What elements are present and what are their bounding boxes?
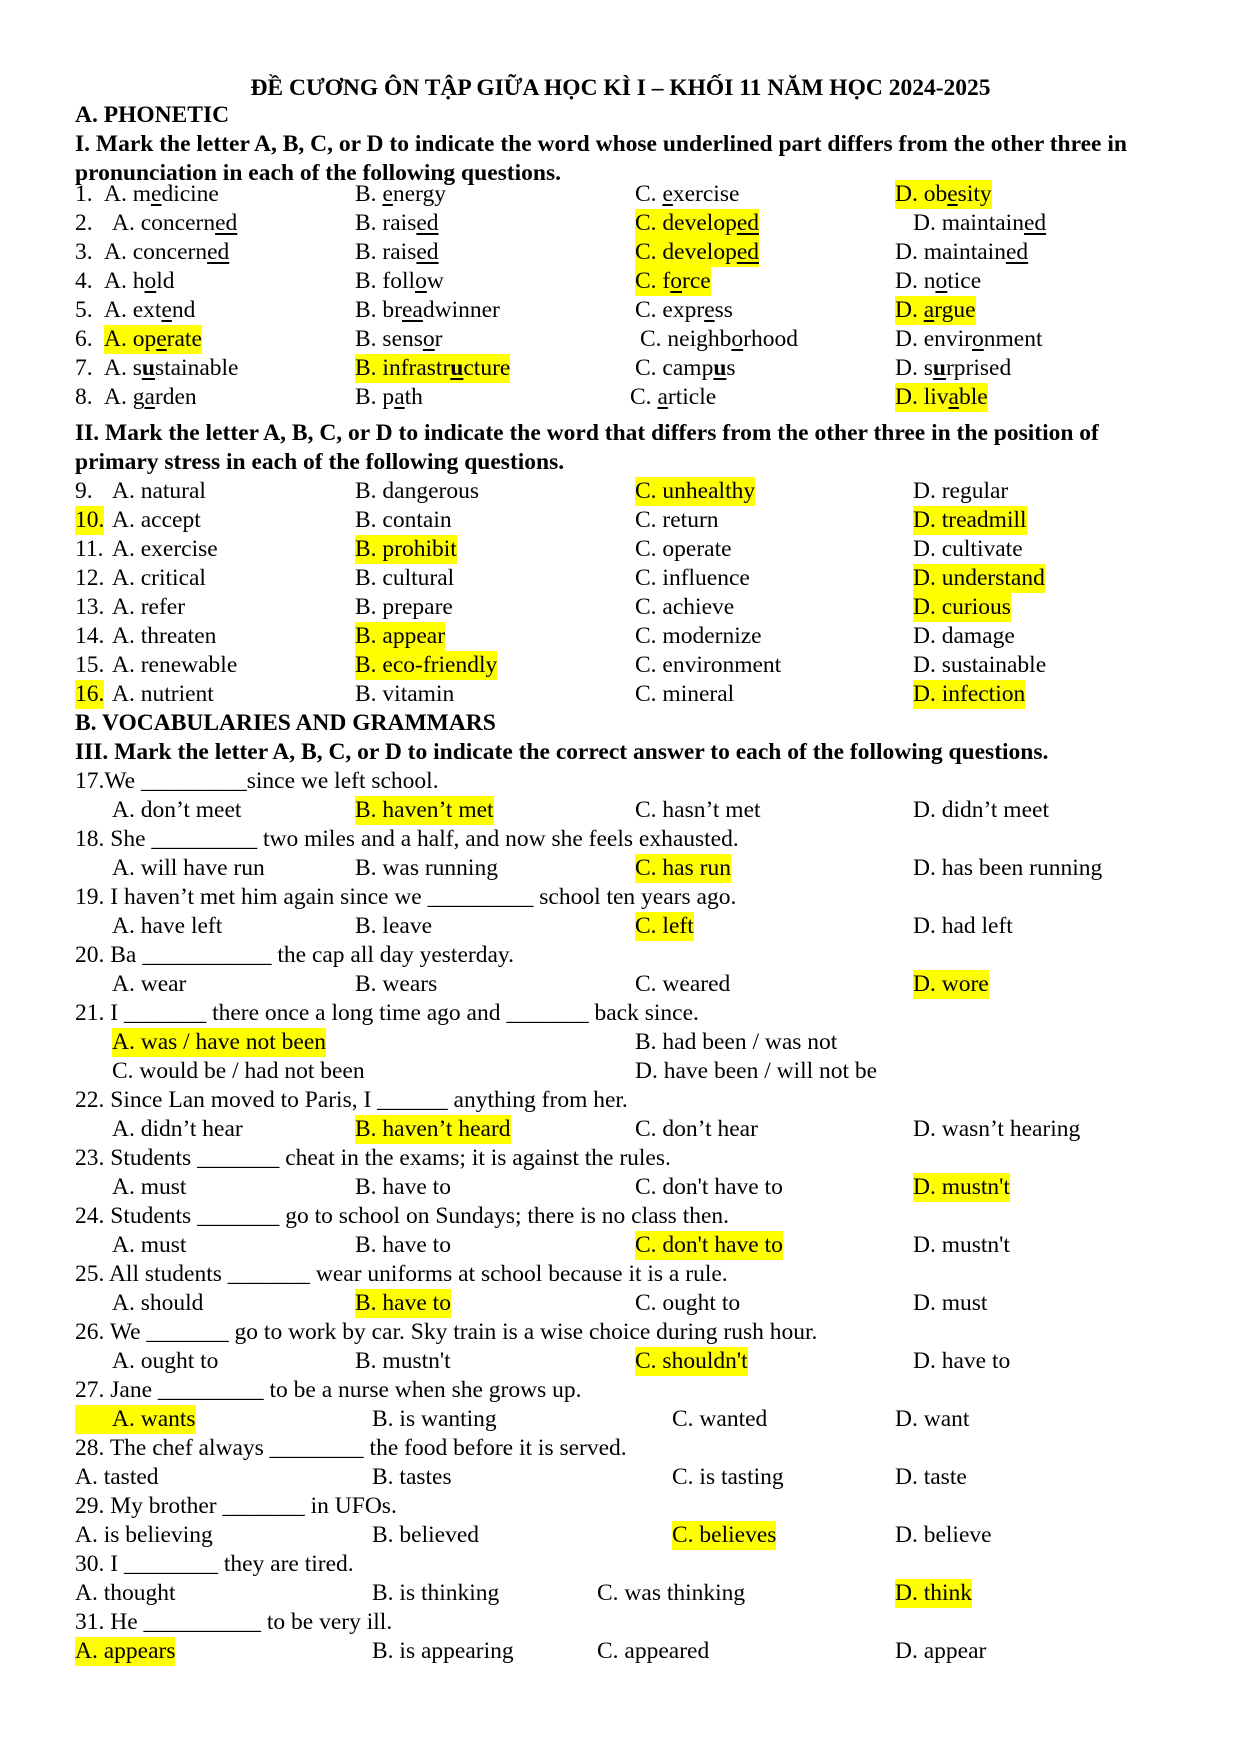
option-a: A. must [112, 1174, 187, 1200]
option-c-answer: C. has run [635, 855, 731, 881]
option-b-answer: B. infrastructure [355, 355, 511, 381]
question-row [0, 267, 1241, 296]
option-d-answer: D. understand [913, 565, 1045, 591]
option-b: B. raised [355, 210, 439, 236]
question-row [0, 296, 1241, 325]
option-a-answer: A. wants [75, 1405, 196, 1434]
option-d: D. maintained [913, 210, 1047, 236]
option-d-answer: D. mustn't [913, 1174, 1010, 1200]
option-c-answer: C. left [635, 913, 694, 939]
options-row [0, 1057, 1241, 1086]
option-d-answer: D. think [895, 1580, 973, 1606]
option-a: A. don’t meet [112, 797, 242, 823]
option-d-answer: D. infection [913, 681, 1026, 707]
option-b: B. raised [355, 239, 439, 265]
option-a: A. medicine [104, 181, 219, 207]
option-a: A. concerned [104, 239, 230, 265]
option-d: D. cultivate [913, 536, 1023, 562]
question-number: 15. [75, 652, 105, 678]
option-c-answer: C. force [635, 268, 711, 294]
option-b: B. prepare [355, 594, 453, 620]
question-number: 13. [75, 594, 105, 620]
option-a: A. natural [112, 478, 206, 504]
option-a: A. extend [104, 297, 196, 323]
option-c: C. mineral [635, 681, 735, 707]
question-number: 1. [75, 181, 93, 207]
option-b: B. cultural [355, 565, 455, 591]
option-d: D. didn’t meet [913, 797, 1049, 823]
option-b: B. sensor [355, 326, 443, 352]
option-c: C. is tasting [672, 1464, 784, 1490]
option-b: B. leave [355, 913, 432, 939]
option-a: A. tasted [75, 1464, 159, 1490]
question-stem: 18. She _________ two miles and a half, and now she feels exhausted. [75, 826, 739, 852]
question-stem: 21. I _______ there once a long time ago and _______ back since. [75, 1000, 699, 1026]
question-stem: 24. Students _______ go to school on Sundays; there is no class then. [75, 1203, 730, 1229]
question-number: 16. [75, 681, 105, 707]
option-a: A. exercise [112, 536, 218, 562]
option-c: C. environment [635, 652, 782, 678]
option-b-answer: B. haven’t heard [355, 1116, 511, 1142]
option-d: D. have been / will not be [635, 1058, 878, 1084]
question-number: 8. [75, 384, 93, 410]
options-row [0, 796, 1241, 825]
option-c-answer: C. developed [635, 239, 760, 265]
option-d: D. want [895, 1406, 970, 1432]
question-number: 14. [75, 623, 105, 649]
option-d: D. environment [895, 326, 1043, 352]
option-c: C. don't have to [635, 1174, 783, 1200]
question-number: 6. [75, 326, 93, 352]
option-a: A. garden [104, 384, 197, 410]
question-row [0, 564, 1241, 593]
question-row [0, 477, 1241, 506]
option-b: B. wears [355, 971, 438, 997]
option-c: C. don’t hear [635, 1116, 758, 1142]
question-stem: 31. He __________ to be very ill. [75, 1609, 393, 1635]
question-stem: 25. All students _______ wear uniforms at school because it is a rule. [75, 1261, 728, 1287]
option-b-answer: B. eco-friendly [355, 652, 498, 678]
option-a: A. renewable [112, 652, 238, 678]
option-b: B. was running [355, 855, 498, 881]
document-title: ĐỀ CƯƠNG ÔN TẬP GIỮA HỌC KÌ I – KHỐI 11 NĂM HỌC 2024-2025 [250, 75, 991, 101]
option-b: B. is wanting [372, 1406, 497, 1432]
option-c: C. was thinking [597, 1580, 746, 1606]
option-b-answer: B. have to [355, 1290, 451, 1316]
option-d: D. mustn't [913, 1232, 1010, 1258]
question-row [0, 383, 1241, 412]
option-b: B. contain [355, 507, 452, 533]
option-d-answer: D. treadmill [913, 507, 1027, 533]
option-d: D. must [913, 1290, 988, 1316]
option-d: D. damage [913, 623, 1015, 649]
options-row [0, 1463, 1241, 1492]
option-b: B. tastes [372, 1464, 452, 1490]
question-number: 5. [75, 297, 93, 323]
option-b: B. path [355, 384, 423, 410]
options-row [0, 1289, 1241, 1318]
option-d: D. maintained [895, 239, 1029, 265]
option-a: A. will have run [112, 855, 265, 881]
option-a: A. refer [112, 594, 186, 620]
question-number: 11. [75, 536, 104, 562]
option-c-answer: C. shouldn't [635, 1348, 748, 1374]
option-c: C. modernize [635, 623, 762, 649]
option-c: C. express [635, 297, 733, 323]
option-b: B. had been / was not [635, 1029, 838, 1055]
question-stem: 30. I ________ they are tired. [75, 1551, 354, 1577]
option-a: A. should [112, 1290, 204, 1316]
option-c: C. ought to [635, 1290, 741, 1316]
option-c: C. influence [635, 565, 750, 591]
option-b-answer: B. haven’t met [355, 797, 494, 823]
option-d: D. wasn’t hearing [913, 1116, 1081, 1142]
question-number: 7. [75, 355, 93, 381]
option-d: D. have to [913, 1348, 1011, 1374]
option-a: A. nutrient [112, 681, 214, 707]
option-a: A. critical [112, 565, 206, 591]
option-b: B. energy [355, 181, 446, 207]
option-c: C. exercise [635, 181, 740, 207]
options-row [0, 1115, 1241, 1144]
option-d: D. notice [895, 268, 982, 294]
option-d: D. surprised [895, 355, 1012, 381]
option-c: C. would be / had not been [112, 1058, 365, 1084]
option-a: A. concerned [112, 210, 238, 236]
question-stem: 27. Jane _________ to be a nurse when she grows up. [75, 1377, 582, 1403]
option-c: C. wanted [672, 1406, 768, 1432]
option-a: A. threaten [112, 623, 217, 649]
question-stem: 29. My brother _______ in UFOs. [75, 1493, 397, 1519]
option-d-answer: D. obesity [895, 181, 992, 207]
question-stem: 28. The chef always ________ the food before it is served. [75, 1435, 627, 1461]
option-c-answer: C. unhealthy [635, 478, 756, 504]
question-number: 10. [75, 507, 105, 533]
options-row [0, 854, 1241, 883]
options-row [0, 1637, 1241, 1666]
option-c: C. appeared [597, 1638, 710, 1664]
option-a: A. thought [75, 1580, 176, 1606]
option-d-answer: D. livable [895, 384, 988, 410]
question-row [0, 680, 1241, 709]
option-c-answer: C. don't have to [635, 1232, 783, 1258]
option-b: B. follow [355, 268, 444, 294]
option-b: B. is thinking [372, 1580, 500, 1606]
question-row [0, 593, 1241, 622]
option-a: A. ought to [112, 1348, 219, 1374]
options-row [0, 1405, 1241, 1434]
question-number: 2. [75, 210, 93, 236]
option-b: B. have to [355, 1174, 451, 1200]
options-row [0, 1521, 1241, 1550]
option-a: A. have left [112, 913, 223, 939]
option-b: B. believed [372, 1522, 480, 1548]
option-c: C. hasn’t met [635, 797, 761, 823]
option-d: D. had left [913, 913, 1013, 939]
question-row [0, 209, 1241, 238]
question-stem: 20. Ba ___________ the cap all day yesterday. [75, 942, 514, 968]
options-row [0, 1347, 1241, 1376]
section-b-heading: B. VOCABULARIES AND GRAMMARS [75, 710, 496, 736]
option-d-answer: D. wore [913, 971, 989, 997]
question-row [0, 238, 1241, 267]
option-d: D. appear [895, 1638, 987, 1664]
option-d: D. has been running [913, 855, 1103, 881]
option-c: C. neighborhood [640, 326, 798, 352]
option-a-answer: A. operate [104, 326, 202, 352]
question-row [0, 535, 1241, 564]
question-stem: 22. Since Lan moved to Paris, I ______ anything from her. [75, 1087, 628, 1113]
option-b-answer: B. appear [355, 623, 446, 649]
question-number: 9. [75, 478, 93, 504]
options-row [0, 1028, 1241, 1057]
question-stem: 23. Students _______ cheat in the exams; it is against the rules. [75, 1145, 671, 1171]
option-d: D. sustainable [913, 652, 1047, 678]
options-row [0, 1173, 1241, 1202]
options-row [0, 1579, 1241, 1608]
option-a: A. didn’t hear [112, 1116, 243, 1142]
question-row [0, 325, 1241, 354]
question-row [0, 354, 1241, 383]
instruction-part-1: I. Mark the letter A, B, C, or D to indicate the word whose underlined part differs from the other three in pronunciation in each of the following questions. [75, 131, 1127, 186]
question-number: 4. [75, 268, 93, 294]
question-stem: 19. I haven’t met him again since we _________ school ten years ago. [75, 884, 737, 910]
options-row [0, 970, 1241, 999]
option-c: C. achieve [635, 594, 735, 620]
option-c: C. campus [635, 355, 736, 381]
option-a-answer: A. appears [75, 1638, 176, 1664]
question-stem: 17.We _________since we left school. [75, 768, 439, 794]
question-stem: 26. We _______ go to work by car. Sky train is a wise choice during rush hour. [75, 1319, 818, 1345]
instruction-part-3: III. Mark the letter A, B, C, or D to indicate the correct answer to each of the following questions. [75, 739, 1049, 765]
option-c-answer: C. developed [635, 210, 760, 236]
options-row [0, 912, 1241, 941]
option-b: B. have to [355, 1232, 451, 1258]
option-a: A. is believing [75, 1522, 213, 1548]
option-a: A. must [112, 1232, 187, 1258]
question-row [0, 180, 1241, 209]
option-d-answer: D. argue [895, 297, 976, 323]
option-d: D. taste [895, 1464, 967, 1490]
option-a-answer: A. was / have not been [112, 1029, 327, 1055]
question-number: 3. [75, 239, 93, 265]
options-row [0, 1231, 1241, 1260]
option-b-answer: B. prohibit [355, 536, 457, 562]
option-c: C. article [630, 384, 717, 410]
section-a-heading: A. PHONETIC [75, 102, 230, 128]
question-row [0, 506, 1241, 535]
option-c-answer: C. believes [672, 1522, 777, 1548]
option-a: A. accept [112, 507, 201, 533]
option-a: A. sustainable [104, 355, 239, 381]
option-b: B. is appearing [372, 1638, 514, 1664]
option-b: B. vitamin [355, 681, 455, 707]
option-b: B. dangerous [355, 478, 480, 504]
option-d: D. believe [895, 1522, 992, 1548]
option-d-answer: D. curious [913, 594, 1011, 620]
option-b: B. breadwinner [355, 297, 500, 323]
option-d: D. regular [913, 478, 1009, 504]
option-b: B. mustn't [355, 1348, 451, 1374]
option-c: C. operate [635, 536, 732, 562]
question-row [0, 622, 1241, 651]
question-row [0, 651, 1241, 680]
option-c: C. return [635, 507, 719, 533]
option-c: C. weared [635, 971, 731, 997]
question-number: 12. [75, 565, 105, 591]
option-a: A. hold [104, 268, 175, 294]
option-a: A. wear [112, 971, 187, 997]
instruction-part-2: II. Mark the letter A, B, C, or D to indicate the word that differs from the other three in the position of primary stress in each of the following questions. [75, 420, 1099, 475]
